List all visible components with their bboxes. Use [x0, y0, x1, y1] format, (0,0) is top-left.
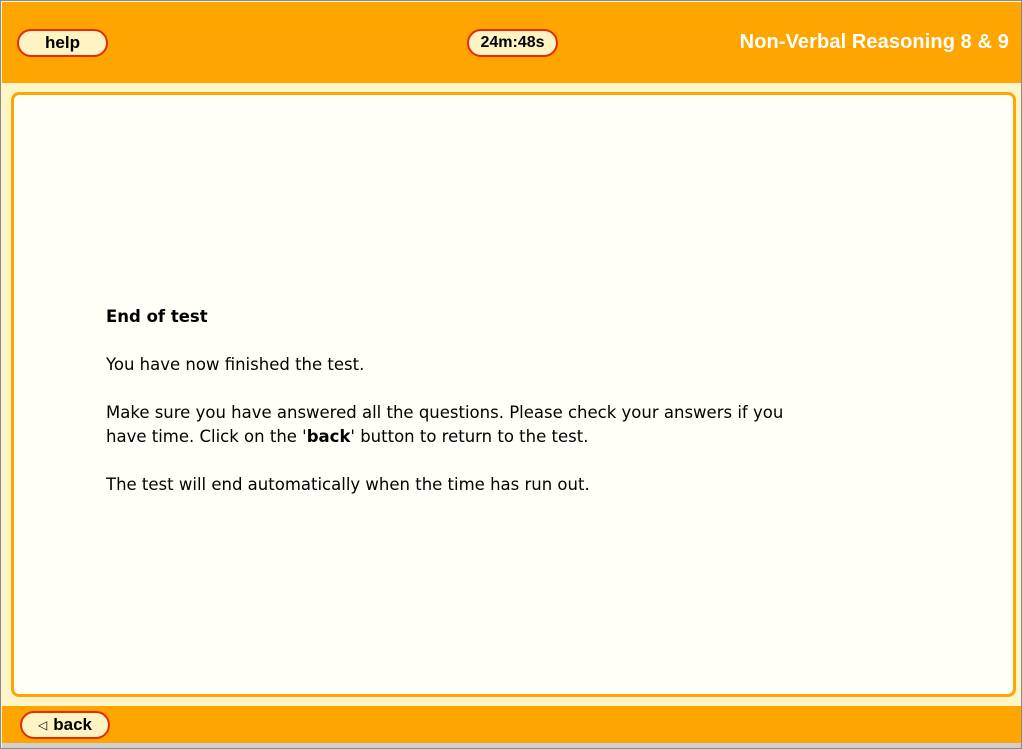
back-reference-bold: back: [306, 427, 351, 446]
back-arrow-icon: ◁: [38, 718, 48, 732]
timer-display: [467, 29, 558, 57]
help-button-label: help: [45, 33, 80, 52]
check-text-part1: Make sure you have answered all the questions. Please check your answers if you have time. Click on the ': [106, 403, 784, 446]
end-of-test-message: [106, 305, 826, 521]
back-button-label: back: [53, 715, 92, 734]
check-answers-text: [106, 401, 826, 449]
test-title: Non-Verbal Reasoning 8 & 9: [739, 31, 1009, 53]
help-button[interactable]: [17, 29, 108, 57]
finished-text: You have now finished the test.: [106, 355, 365, 374]
footer-bar: [2, 706, 1021, 743]
footer-strip: [2, 743, 1021, 748]
back-button[interactable]: [20, 711, 110, 739]
auto-end-text: The test will end automatically when the time has run out.: [106, 475, 590, 494]
check-text-part2: ' button to return to the test.: [350, 427, 589, 446]
message-heading: End of test: [106, 307, 208, 326]
content-panel: [11, 92, 1016, 697]
timer-value: 24m:48s: [480, 34, 545, 51]
